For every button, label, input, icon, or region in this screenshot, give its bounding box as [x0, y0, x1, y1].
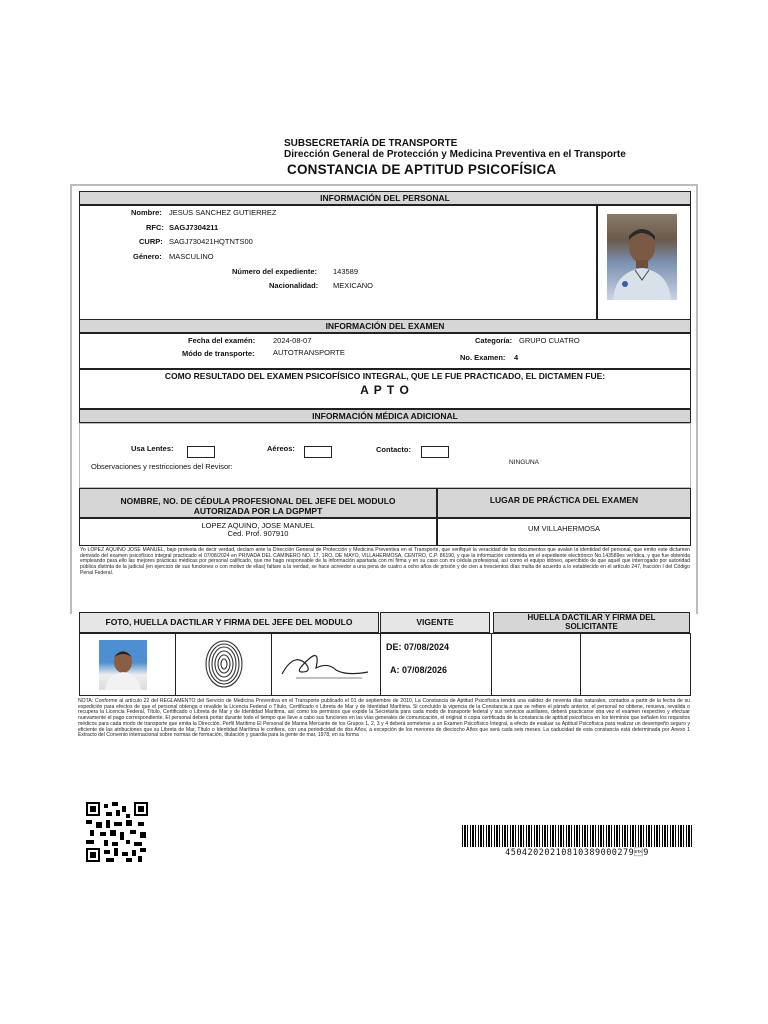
- resultado-text: COMO RESULTADO DEL EXAMEN PSICOFÍSICO INTEGRAL, QUE LE FUE PRACTICADO, EL DICTAMEN FUE:: [164, 371, 606, 381]
- genero-value: MASCULINO: [169, 252, 214, 261]
- fecha-label: Fecha del examén:: [188, 336, 256, 345]
- jefe-lugar: UM VILLAHERMOSA: [527, 524, 601, 533]
- observaciones-value: NINGUNA: [509, 459, 539, 466]
- signature-icon: [276, 642, 374, 686]
- section-personal-title: INFORMACIÓN DEL PERSONAL: [79, 191, 691, 205]
- page-title: CONSTANCIA DE APTITUD PSICOFÍSICA: [287, 162, 557, 177]
- aereos-checkbox: [304, 446, 332, 458]
- footer-col1-title: FOTO, HUELLA DACTILAR Y FIRMA DEL JEFE DEL MODULO: [79, 612, 379, 633]
- personal-photo-divider: [596, 205, 598, 320]
- barcode-number: 450420202108103890002799: [505, 848, 649, 858]
- nacionalidad-label: Nacionalidad:: [269, 281, 319, 290]
- section-medica-title: INFORMACIÓN MÉDICA ADICIONAL: [79, 409, 691, 423]
- vigente-de: DE: 07/08/2024: [386, 642, 450, 652]
- footer-col3-title: HUELLA DACTILAR Y FIRMA DEL SOLICITANTE: [493, 612, 690, 633]
- dictamen-value: A P T O: [360, 383, 410, 397]
- qr-code-icon: [86, 802, 148, 862]
- jefe-col1-title: NOMBRE, NO. DE CÉDULA PROFESIONAL DEL JEFE DEL MODULO AUTORIZADA POR LA DGPMPT: [79, 488, 437, 518]
- vigente-title: VIGENTE: [380, 612, 490, 633]
- nombre-label: Nombre:: [131, 208, 162, 217]
- declaracion-text: Yo LOPEZ AQUINO JOSE MANUEL, bajo protesta de decir verdad, declaro ante la Dirección General de Protección y Medicina Preventiva en el Transporte, que verifiqué la veracidad de los documentos que avalan la identidad del personal, que emito este dictamen derivado del examen psicofísico integral practicado el 07/08/2024 en PRIVADA DEL CAMINERO NO. 17, 1RO. DE MAYO, VILLAHERMOSA, CENTRO, C.P. 86190, y que la información contenida en el expediente electrónico No.143589es verídica, y que fue obtenida empleando para ello las mejores prácticas médicas por personal calificado, que me hago responsable de la información apartada con mi firma y en su caso con mi cédula profesional, así como el equipo idóneo, apercibido de que aquél que interrogado por autoridad pública distinta de la judicial (en ejercicio de sus funciones o con motivo de ellas) faltare a la verdad, se hace acreedor a una pena de cuatro a ocho años de prisión y de cien a trescientos días multa de acuerdo a lo establecido en el artículo 247, fracción I del Código Penal Federal.: [80, 547, 690, 576]
- section-examen-title: INFORMACIÓN DEL EXAMEN: [79, 319, 691, 333]
- categoria-value: GRUPO CUATRO: [519, 336, 580, 345]
- solicitante-fingerprint-cell: [491, 633, 581, 696]
- modo-label: Módo de transporte:: [182, 349, 255, 358]
- no-examen-value: 4: [514, 353, 519, 362]
- lentes-checkbox: [187, 446, 215, 458]
- contacto-label: Contacto:: [376, 445, 411, 454]
- outer-frame-top: [70, 184, 698, 186]
- genero-label: Género:: [133, 252, 162, 261]
- jefe-photo-icon: [99, 640, 147, 690]
- jefe-col2-title: LUGAR DE PRÁCTICA DEL EXAMEN: [437, 488, 691, 518]
- solicitante-signature-cell: [580, 633, 691, 696]
- lentes-label: Usa Lentes:: [131, 444, 174, 453]
- curp-value: SAGJ730421HQTNTS00: [169, 237, 253, 246]
- fecha-value: 2024-08-07: [273, 336, 312, 345]
- vigente-a: A: 07/08/2026: [390, 665, 448, 675]
- rfc-value: SAGJ7304211: [169, 223, 219, 232]
- expediente-label: Número del expediente:: [232, 267, 318, 276]
- examen-box: [79, 333, 691, 369]
- barcode-icon: [462, 825, 692, 847]
- header-direccion: Dirección General de Protección y Medicina Preventiva en el Transporte: [284, 149, 626, 160]
- outer-frame-left: [70, 184, 72, 614]
- categoria-label: Categoría:: [475, 336, 513, 345]
- nacionalidad-value: MEXICANO: [333, 281, 374, 290]
- jefe-cedula: Ced. Prof. 907910: [227, 529, 289, 538]
- observaciones-label: Observaciones y restricciones del Revisor:: [91, 462, 233, 471]
- curp-label: CURP:: [139, 237, 163, 246]
- jefe-photo: [99, 640, 147, 690]
- fingerprint-icon: [202, 638, 246, 690]
- personal-photo: [607, 214, 677, 300]
- jefe-nombre: LOPEZ AQUINO, JOSE MANUEL: [201, 521, 315, 530]
- contacto-checkbox: [421, 446, 449, 458]
- aereos-label: Aéreos:: [267, 444, 295, 453]
- nota-text: NOTA: Conforme al artículo 22 del REGLAMENTO del Servicio de Medicina Preventiva en el Transporte publicado el 01 de septiembre de 2010, La Constancia de Aptitud Psicofísica tendrá una validez de noventa días naturales, contados a partir de la fecha de su expedición para efectos de que el personal obtenga o revalide la Licencia Federal o Título, Certificado o Libreta de Mar y de Identidad Marítima. Si concluido la vigencia de la Constancia a que se refiere el párrafo anterior, el personal no obtiene, renueva, revalida o recupera la Licencia Federal, Título, Certificado o Libreta de Mar y de Identidad Marítima, así como los permisos que expide la Secretaría para cada modo de transporte federal y sus servicios auxiliares, deberá practicarse otra vez el examen respectivo y efectuar nuevamente el pago correspondiente. El personal deberá portar durante todo el tiempo que lleve a cabo sus funciones en las vías generales de comunicación, el original o copia certificada de la constancia de aptitud psicofísica en los términos que señalen los requisitos médicos para cada modo de transporte que emita la Dirección. Perfil Marítimo El Personal de Marina Mercante de los Grupos 1, 2, 3 y 4 deberá someterse a un Examen Psicofísico Integral, a efecto de evaluar su Aptitud Psicofísica para realizar un desempeño seguro y eficiente de las atribuciones que su Libreta de Mar, Título o Identidad Marítima le confiera, con una periodicidad de dos Años, a excepción de los menores de dieciocho Años que será cada seis meses. La caducidad de esta constancia está determinada por Anexo 1 Extracto del Convenio internacional sobre normas de formación, titulación y guardia para la gente de mar, 1978, en su forma: [78, 698, 690, 739]
- nombre-value: JESUS SANCHEZ GUTIERREZ: [169, 208, 277, 217]
- outer-frame-right: [696, 184, 698, 614]
- modo-value: AUTOTRANSPORTE: [273, 348, 345, 357]
- header-subsecretaria: SUBSECRETARÍA DE TRANSPORTE: [284, 138, 458, 149]
- expediente-value: 143589: [333, 267, 359, 276]
- person-photo-icon: [607, 214, 677, 300]
- no-examen-label: No. Examen:: [460, 353, 506, 362]
- rfc-label: RFC:: [146, 223, 164, 232]
- medica-box: [79, 423, 691, 488]
